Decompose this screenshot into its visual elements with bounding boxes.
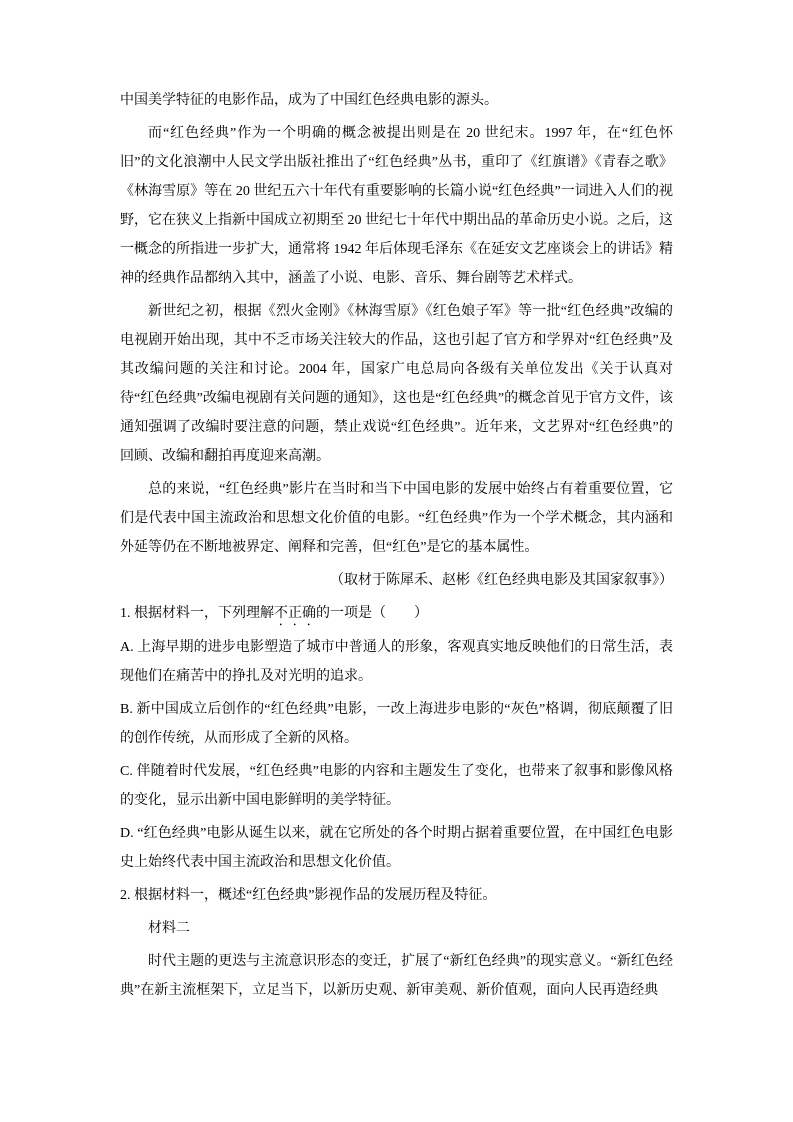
question-1-option-c: C. 伴随着时代发展，“红色经典”电影的内容和主题发生了变化，也带来了叙事和影像风格的变化，显示出新中国电影鲜明的美学特征。 bbox=[120, 764, 673, 808]
continuation-paragraph: 中国美学特征的电影作品，成为了中国红色经典电影的源头。 bbox=[120, 93, 498, 108]
question-1-emphasized-text: 不正确 bbox=[274, 606, 316, 621]
material1-paragraph-3: 总的来说，“红色经典”影片在当时和当下中国电影的发展中始终占有着重要位置，它们是代表中国主流政治和思想文化价值的电影。“红色经典”作为一个学术概念，其内涵和外延等仍在不断地被界定、阐释和完善，但“红色”是它的基本属性。 bbox=[120, 482, 673, 555]
material2-paragraph-1: 时代主题的更迭与主流意识形态的变迁，扩展了“新红色经典”的现实意义。“新红色经典”在新主流框架下，立足当下，以新历史观、新审美观、新价值观，面向人民再造经典 bbox=[120, 954, 673, 998]
question-1-option-d: D. “红色经典”电影从诞生以来，就在它所处的各个时期占据着重要位置，在中国红色电影史上始终代表中国主流政治和思想文化价值。 bbox=[120, 826, 673, 870]
question-1-suffix: 的一项是（ ） bbox=[316, 606, 428, 621]
material1-paragraph-1: 而“红色经典”作为一个明确的概念被提出则是在 20 世纪末。1997 年，在“红色怀旧”的文化浪潮中人民文学出版社推出了“红色经典”丛书，重印了《红旗谱》《青春之歌》《林海雪原》等在 20 世纪五六十年代有重要影响的长篇小说“红色经典”一词进入人们的视野，它在狭义上指新中国成立初期至 20 世纪七十年代中期出品的革命历史小说。之后，这一概念的所指进一步扩大，通常将 1942 年后体现毛泽东《在延安文艺座谈会上的讲话》精神的经典作品都纳入其中，涵盖了小说、电影、音乐、舞台剧等艺术样式。 bbox=[120, 126, 673, 286]
material2-heading: 材料二 bbox=[148, 921, 190, 936]
question-1-option-b: B. 新中国成立后创作的“红色经典”电影，一改上海进步电影的“灰色”格调，彻底颠覆了旧的创作传统，从而形成了全新的风格。 bbox=[120, 702, 673, 746]
source-attribution: （取材于陈犀禾、赵彬《红色经典电影及其国家叙事》） bbox=[330, 573, 673, 588]
question-2: 2. 根据材料一，概述“红色经典”影视作品的发展历程及特征。 bbox=[120, 888, 497, 903]
question-1-prefix: 1. 根据材料一，下列理解 bbox=[120, 606, 274, 621]
material1-paragraph-2: 新世纪之初，根据《烈火金刚》《林海雪原》《红色娘子军》等一批“红色经典”改编的电视剧开始出现，其中不乏市场关注较大的作品，这也引起了官方和学界对“红色经典”及其改编问题的关注和讨论。2004 年，国家广电总局向各级有关单位发出《关于认真对待“红色经典”改编电视剧有关问题的通知》，这也是“红色经典”的概念首见于官方文件，该通知强调了改编时要注意的问题，禁止戏说“红色经典”。近年来，文艺界对“红色经典”的回顾、改编和翻拍再度迎来高潮。 bbox=[120, 304, 673, 464]
question-1 bbox=[120, 599, 673, 629]
question-1-option-a: A. 上海早期的进步电影塑造了城市中普通人的形象，客观真实地反映他们的日常生活，表现他们在痛苦中的挣扎及对光明的追求。 bbox=[120, 640, 673, 684]
